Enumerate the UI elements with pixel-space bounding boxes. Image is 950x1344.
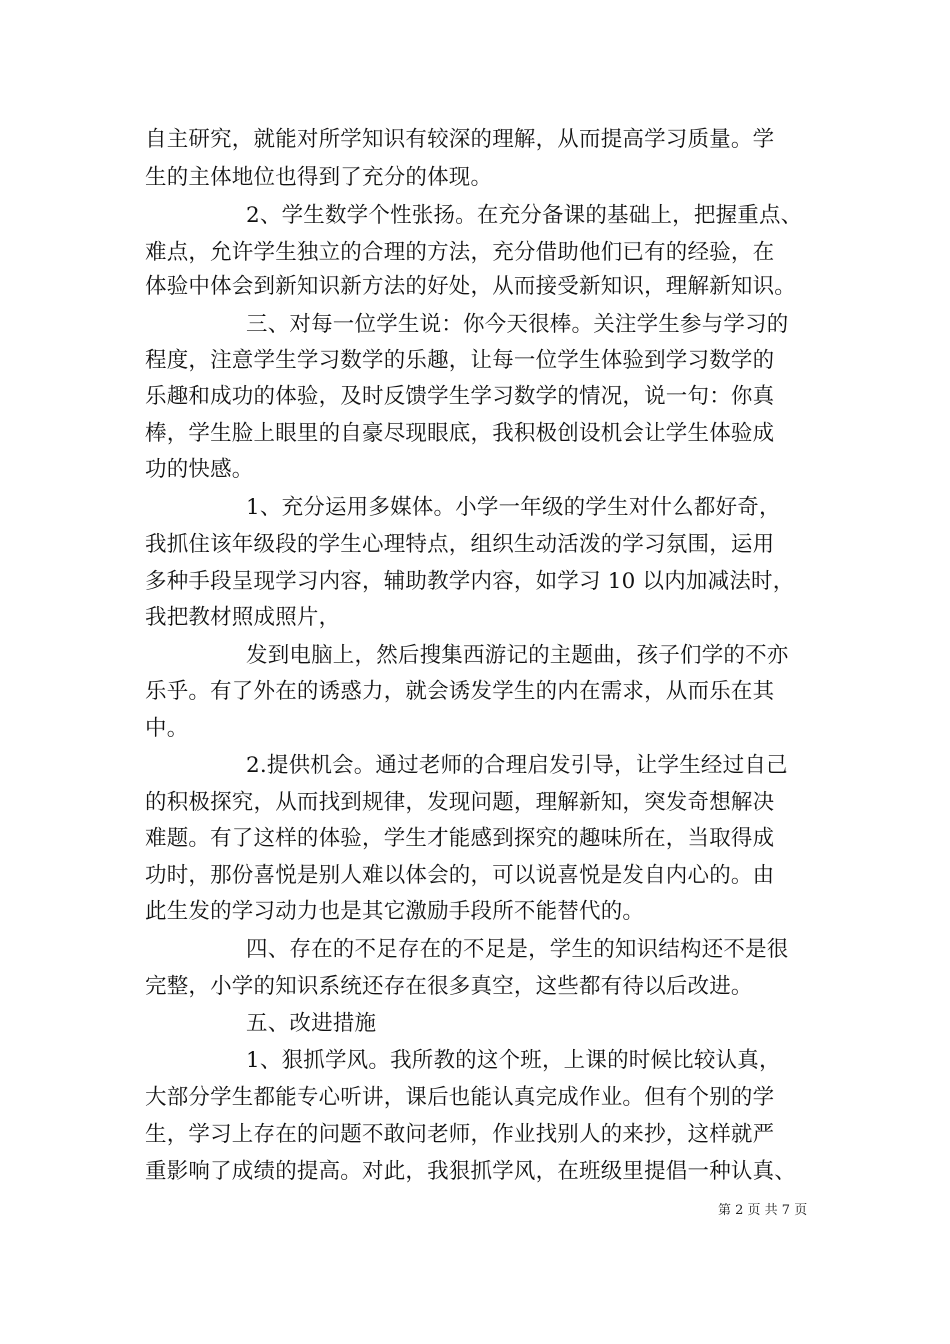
text-line: 乐趣和成功的体验，及时反馈学生学习数学的情况，说一句：你真 [145,384,775,409]
text-line: 发到电脑上，然后搜集西游记的主题曲，孩子们学的不亦 [246,643,789,668]
text-line: 自主研究，就能对所学知识有较深的理解，从而提高学习质量。学 [145,127,775,152]
text-line: 三、对每一位学生说：你今天很棒。关注学生参与学习的 [246,312,789,337]
page-number-footer: 第 2 页 共 7 页 [718,1203,808,1218]
text-line: 2、学生数学个性张扬。在充分备课的基础上，把握重点、 [246,203,803,228]
text-line: 体验中体会到新知识新方法的好处，从而接受新知识，理解新知识。 [145,274,797,299]
text-line: 多种手段呈现学习内容，辅助教学内容，如学习 10 以内加减法时， [145,569,795,594]
text-line: 此生发的学习动力也是其它激励手段所不能替代的。 [145,899,645,924]
text-line: 中。 [145,716,189,741]
text-line: 重影响了成绩的提高。对此，我狠抓学风，在班级里提倡一种认真、 [145,1159,797,1184]
text-line: 的积极探究，从而找到规律，发现问题，理解新知，突发奇想解决 [145,790,775,815]
text-line: 生，学习上存在的问题不敢问老师，作业找别人的来抄，这样就严 [145,1122,775,1147]
section-heading: 五、改进措施 [246,1011,377,1036]
text-line: 我抓住该年级段的学生心理特点，组织生动活泼的学习氛围，运用 [145,532,775,557]
text-line: 棒，学生脸上眼里的自豪尽现眼底，我积极创设机会让学生体验成 [145,421,775,446]
text-line: 我把教材照成照片， [145,605,341,630]
text-line: 大部分学生都能专心听讲，课后也能认真完成作业。但有个别的学 [145,1085,775,1110]
text-line: 乐乎。有了外在的诱惑力，就会诱发学生的内在需求，从而乐在其 [145,679,775,704]
text-line: 生的主体地位也得到了充分的体现。 [145,165,493,190]
text-line: 难题。有了这样的体验，学生才能感到探究的趣味所在，当取得成 [145,826,775,851]
text-line: 1、充分运用多媒体。小学一年级的学生对什么都好奇， [246,495,781,520]
text-line: 功的快感。 [145,457,254,482]
text-line: 程度，注意学生学习数学的乐趣，让每一位学生体验到学习数学的 [145,348,775,373]
text-line: 2.提供机会。通过老师的合理启发引导，让学生经过自己 [246,753,788,778]
text-line: 功时，那份喜悦是别人难以体会的，可以说喜悦是发自内心的。由 [145,863,775,888]
text-line: 1、狠抓学风。我所教的这个班，上课的时候比较认真， [246,1048,781,1073]
text-line: 难点，允许学生独立的合理的方法，充分借助他们已有的经验，在 [145,240,775,265]
text-line: 四、存在的不足存在的不足是，学生的知识结构还不是很 [246,937,789,962]
text-line: 完整，小学的知识系统还存在很多真空，这些都有待以后改进。 [145,974,753,999]
